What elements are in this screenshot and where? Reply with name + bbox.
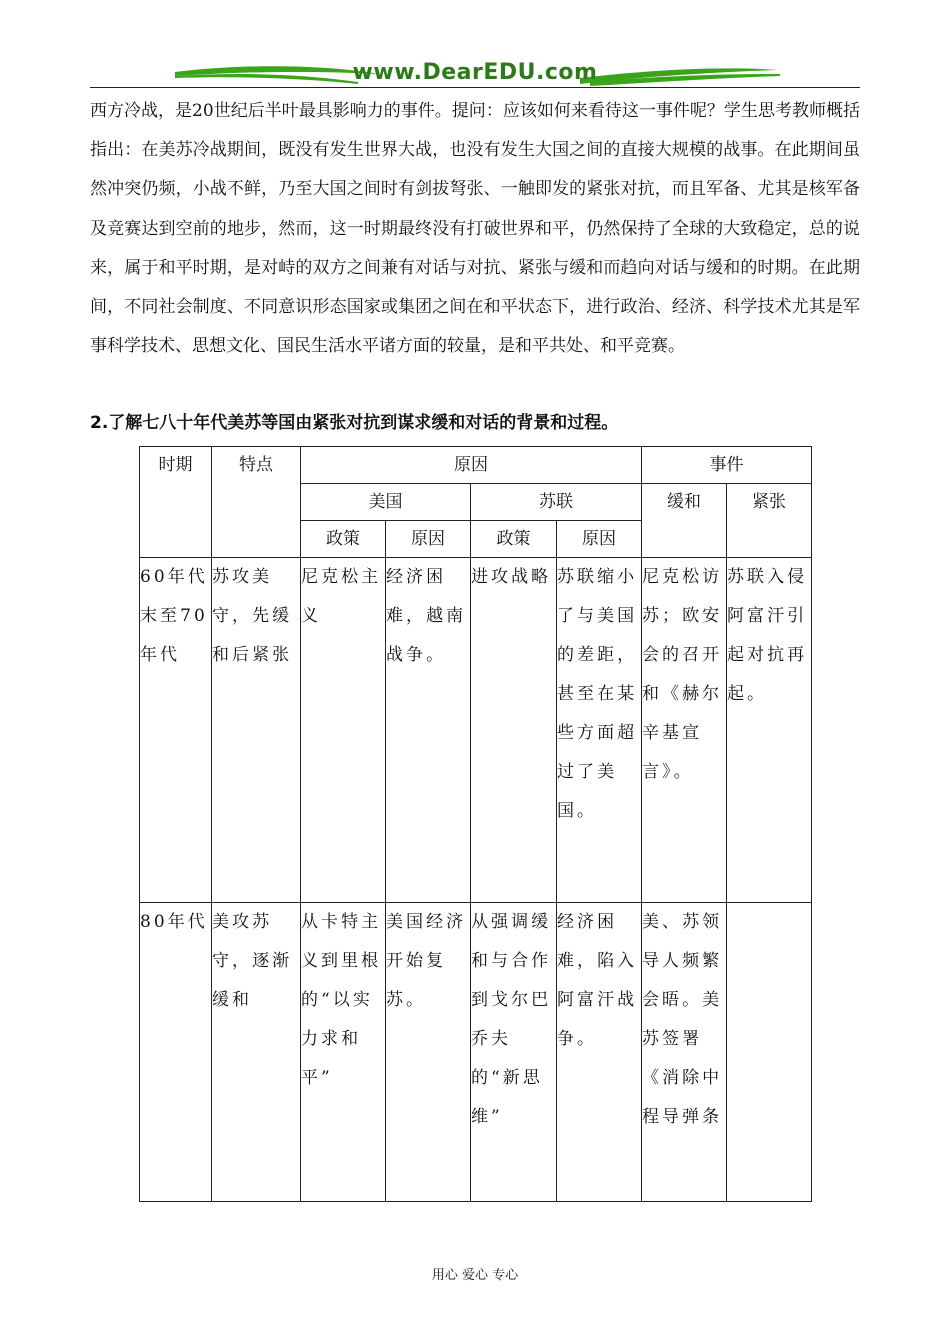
header-usa-policy: 政策 — [301, 521, 386, 558]
cell-us-reason: 美国经济开始复苏。 — [386, 903, 471, 1202]
header-divider — [90, 87, 860, 88]
cell-su-policy: 从强调缓和与合作到戈尔巴乔夫的“新思维” — [471, 903, 557, 1202]
cell-us-policy: 从卡特主义到里根的“以实力求和平” — [301, 903, 386, 1202]
header-usa-reason: 原因 — [386, 521, 471, 558]
header-detente: 缓和 — [642, 484, 727, 558]
cell-feature: 苏攻美守，先缓和后紧张 — [212, 558, 301, 903]
page-footer: 用心 爱心 专心 — [431, 1268, 519, 1283]
cell-tension — [727, 903, 812, 1202]
cell-tension: 苏联入侵阿富汗引起对抗再起。 — [727, 558, 812, 903]
header-tension: 紧张 — [727, 484, 812, 558]
section-heading: 2.了解七八十年代美苏等国由紧张对抗到谋求缓和对话的背景和过程。 — [90, 413, 619, 433]
table-row — [140, 903, 812, 1202]
cell-su-reason: 苏联缩小了与美国的差距，甚至在某些方面超过了美国。 — [557, 558, 642, 903]
cell-su-policy: 进攻战略 — [471, 558, 557, 903]
cold-war-table — [139, 446, 812, 1202]
header-ussr-policy: 政策 — [471, 521, 557, 558]
header-events: 事件 — [642, 447, 812, 484]
cell-period: 80年代 — [140, 903, 212, 1202]
header-feature: 特点 — [212, 447, 301, 558]
header-ussr-reason: 原因 — [557, 521, 642, 558]
cell-detente: 美、苏领导人频繁会晤。美苏签署《消除中程导弹条 — [642, 903, 727, 1202]
cell-us-reason: 经济困难，越南战争。 — [386, 558, 471, 903]
cell-feature: 美攻苏守，逐渐缓和 — [212, 903, 301, 1202]
site-logo-text[interactable]: www.DearEDU.com — [352, 60, 598, 85]
table-row — [140, 558, 812, 903]
body-paragraph: 西方冷战，是20世纪后半叶最具影响力的事件。提问：应该如何来看待这一事件呢？学生思考教师概括指出：在美苏冷战期间，既没有发生世界大战，也没有发生大国之间的直接大规模的战事。在此期间虽然冲突仍频，小战不鲜，乃至大国之间时有剑拔弩张、一触即发的紧张对抗，而且军备、尤其是核军备及竞赛达到空前的地步，然而，这一时期最终没有打破世界和平，仍然保持了全球的大致稳定，总的说来，属于和平时期，是对峙的双方之间兼有对话与对抗、紧张与缓和而趋向对话与缓和的时期。在此期间，不同社会制度、不同意识形态国家或集团之间在和平状态下，进行政治、经济、科学技术尤其是军事科学技术、思想文化、国民生活水平诸方面的较量，是和平共处、和平竞赛。 — [90, 101, 860, 357]
header-usa: 美国 — [301, 484, 471, 521]
cell-detente: 尼克松访苏；欧安会的召开和《赫尔辛基宣言》。 — [642, 558, 727, 903]
cell-period: 60年代末至70年代 — [140, 558, 212, 903]
header-cause: 原因 — [301, 447, 642, 484]
header-ussr: 苏联 — [471, 484, 642, 521]
header-period: 时期 — [140, 447, 212, 558]
cell-su-reason: 经济困难，陷入阿富汗战争。 — [557, 903, 642, 1202]
cell-us-policy: 尼克松主义 — [301, 558, 386, 903]
